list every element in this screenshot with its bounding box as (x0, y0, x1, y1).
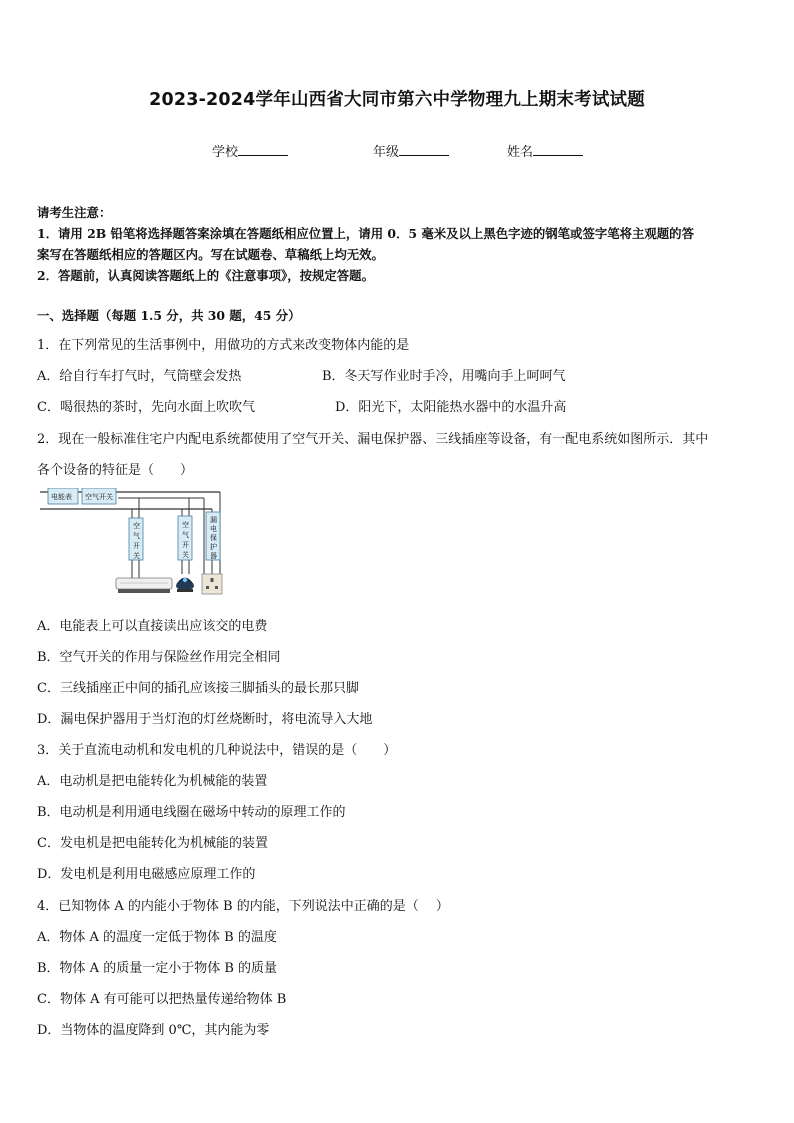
q2-option-b[interactable]: B．空气开关的作用与保险丝作用完全相同 (37, 650, 281, 665)
q3-option-a[interactable]: A．电动机是把电能转化为机械能的装置 (37, 774, 268, 789)
lamp-icon (176, 578, 194, 592)
name-field[interactable] (507, 141, 583, 160)
name-blank[interactable] (533, 143, 583, 156)
switch-2-char-3: 开 (182, 541, 189, 549)
q1-options-row-1 (37, 365, 566, 384)
notice-heading: 请考生注意： (37, 205, 112, 220)
name-label: 姓名 (507, 145, 534, 160)
q1-option-a[interactable]: A．给自行车打气时，气筒壁会发热 (37, 369, 242, 384)
q1-option-d[interactable]: D．阳光下，太阳能热水器中的水温升高 (335, 400, 567, 415)
protector-char-2: 电 (210, 525, 217, 533)
notice-item-1-line-2: 案写在答题纸相应的答题区内。写在试题卷、草稿纸上均无效。 (37, 247, 384, 262)
wiring-diagram (40, 488, 230, 598)
meter-label: 电能表 (51, 493, 72, 501)
switch-1-char-2: 气 (133, 532, 140, 540)
q3-option-b[interactable]: B．电动机是利用通电线圈在磁场中转动的原理工作的 (37, 805, 346, 820)
q4-option-a[interactable]: A．物体 A 的温度一定低于物体 B 的温度 (37, 930, 277, 945)
q2-stem-line-1: 2．现在一般标准住宅户内配电系统都使用了空气开关、漏电保护器、三线插座等设备，有一配电系统如图所示．其中 (37, 432, 709, 447)
q4-option-c[interactable]: C．物体 A 有可能可以把热量传递给物体 B (37, 992, 287, 1007)
page-title: 2023-2024学年山西省大同市第六中学物理九上期末考试试题 (149, 90, 645, 110)
school-blank[interactable] (238, 143, 288, 156)
q2-option-d[interactable]: D．漏电保护器用于当灯泡的灯丝烧断时，将电流导入大地 (37, 712, 373, 727)
wiring-diagram-svg (40, 488, 230, 598)
q2-stem-line-2: 各个设备的特征是（ ） (37, 463, 194, 478)
socket-icon (202, 574, 222, 594)
switch-1-char-4: 关 (133, 552, 140, 560)
protector-char-4: 护 (210, 543, 217, 551)
q3-option-d[interactable]: D．发电机是利用电磁感应原理工作的 (37, 867, 256, 882)
notice-item-2: 2．答题前，认真阅读答题纸上的《注意事项》，按规定答题。 (37, 268, 374, 283)
q1-option-b[interactable]: B．冬天写作业时手冷，用嘴向手上呵呵气 (322, 369, 566, 384)
q4-option-b[interactable]: B．物体 A 的质量一定小于物体 B 的质量 (37, 961, 278, 976)
school-label: 学校 (212, 145, 239, 160)
switch-1-char-1: 空 (133, 522, 140, 530)
grade-blank[interactable] (399, 143, 449, 156)
grade-field[interactable] (373, 141, 449, 160)
protector-char-3: 保 (210, 534, 217, 542)
switch-1-char-3: 开 (133, 542, 140, 550)
q1-stem: 1．在下列常见的生活事例中，用做功的方式来改变物体内能的是 (37, 338, 410, 353)
protector-char-1: 漏 (210, 516, 217, 524)
switch-2-char-4: 关 (182, 551, 189, 559)
school-field[interactable] (212, 141, 288, 160)
section-heading: 一、选择题（每题 1.5 分，共 30 题，45 分） (37, 308, 301, 323)
q2-option-a[interactable]: A．电能表上可以直接读出应该交的电费 (37, 619, 268, 634)
q3-option-c[interactable]: C．发电机是把电能转化为机械能的装置 (37, 836, 268, 851)
grade-label: 年级 (373, 145, 400, 160)
switch-2-char-1: 空 (182, 521, 189, 529)
main-switch-label: 空气开关 (85, 493, 113, 501)
q3-stem: 3．关于直流电动机和发电机的几种说法中，错误的是（ ） (37, 743, 397, 758)
switch-2-char-2: 气 (182, 531, 189, 539)
q1-options-row-2 (37, 396, 567, 415)
q1-option-c[interactable]: C．喝很热的茶时，先向水面上吹吹气 (37, 400, 255, 415)
notice-item-1-line-1: 1．请用 2B 铅笔将选择题答案涂填在答题纸相应位置上，请用 0．5 毫米及以上黑色字迹的钢笔或签字笔将主观题的答 (37, 226, 694, 241)
q2-option-c[interactable]: C．三线插座正中间的插孔应该接三脚插头的最长那只脚 (37, 681, 359, 696)
protector-char-5: 器 (210, 552, 217, 560)
q4-option-d[interactable]: D．当物体的温度降到 0℃，其内能为零 (37, 1023, 270, 1038)
air-conditioner-icon (116, 578, 172, 593)
q4-stem: 4．已知物体 A 的内能小于物体 B 的内能，下列说法中正确的是（ ） (37, 899, 449, 914)
